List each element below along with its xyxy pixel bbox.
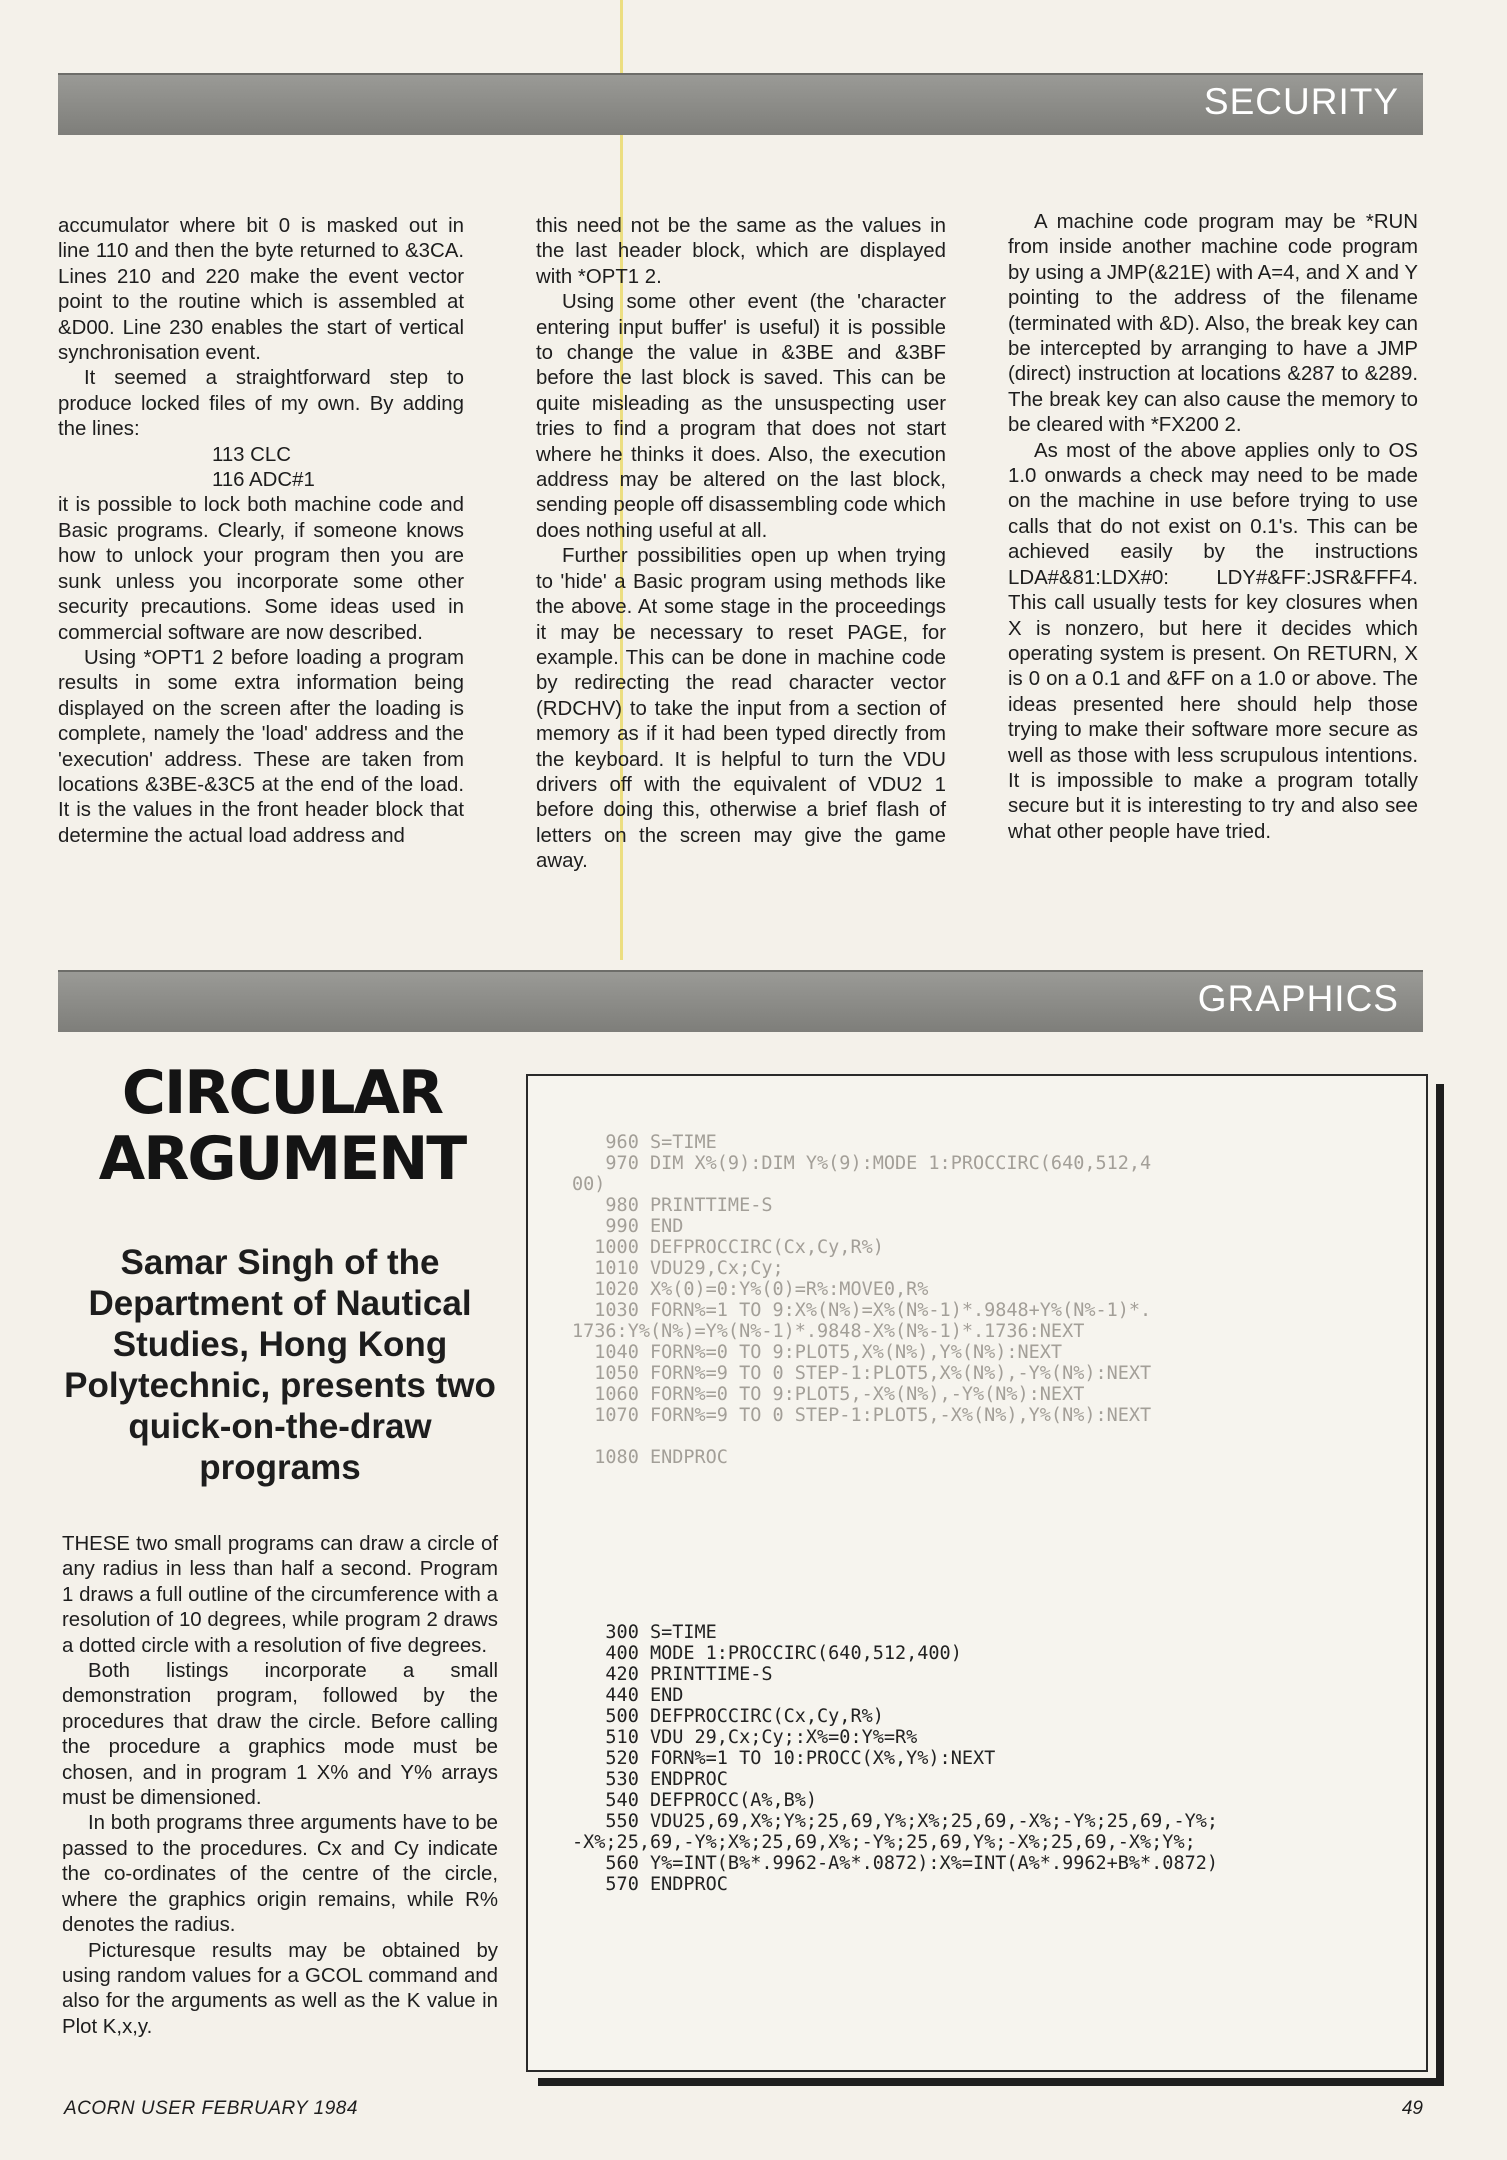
- code-line: -X%;25,69,-Y%;X%;25,69,X%;-Y%;25,69,Y%;-X%;25,69,-X%;Y%;: [572, 1832, 1196, 1853]
- page-number: 49: [1401, 2098, 1423, 2119]
- code-line: 530 ENDPROC: [572, 1769, 728, 1790]
- code-line: 113 CLC: [212, 443, 291, 466]
- article-subtitle: Samar Singh of the Department of Nautical Studies, Hong Kong Polytechnic, presents two quick-on-the-draw programs: [64, 1243, 496, 1487]
- code-line: 560 Y%=INT(B%*.9962-A%*.0872):X%=INT(A%*.9962+B%*.0872): [572, 1853, 1219, 1874]
- code-line: 500 DEFPROCCIRC(Cx,Cy,R%): [572, 1706, 884, 1727]
- code-line: 400 MODE 1:PROCCIRC(640,512,400): [572, 1643, 962, 1664]
- paragraph: In both programs three arguments have to be passed to the procedures. Cx and Cy indicate the co-ordinates of the centre of the circle, where the graphics origin remains, while R% denotes the radius.: [62, 1812, 498, 1937]
- code-line: 990 END: [572, 1216, 684, 1237]
- code-line: 980 PRINTTIME-S: [572, 1195, 773, 1216]
- code-line: 00): [572, 1174, 606, 1195]
- program-2-listing: [572, 1622, 1218, 1895]
- paragraph: It seemed a straightforward step to produce locked files of my own. By adding the lines:: [58, 367, 464, 441]
- listing-box: [526, 1074, 1428, 2072]
- security-column-2: [536, 214, 946, 875]
- paragraph: accumulator where bit 0 is masked out in line 110 and then the byte returned to &3CA. Lines 210 and 220 make the event vector point to the routine which is assembled at &D00. Line 230 enables the start of vertical synchronisation event.: [58, 215, 464, 365]
- paragraph: this need not be the same as the values in the last header block, which are displayed with *OPT1 2.: [536, 215, 946, 288]
- paragraph: A machine code program may be *RUN from inside another machine code program by using a JMP(&21E) with A=4, and X and Y pointing to the address of the filename (terminated with &D). Also, the break key can be intercepted by arranging to have a JMP (direct) instruction at locations &287 to &289. The break key can also cause the memory to be cleared with *FX200 2.: [1008, 211, 1418, 437]
- code-line: 420 PRINTTIME-S: [572, 1664, 773, 1685]
- code-line: 1050 FORN%=9 TO 0 STEP-1:PLOT5,X%(N%),-Y%(N%):NEXT: [572, 1363, 1152, 1384]
- code-line: 1010 VDU29,Cx;Cy;: [572, 1258, 784, 1279]
- security-column-3: [1008, 210, 1418, 845]
- code-line: 116 ADC#1: [212, 469, 315, 492]
- article-title: [62, 1060, 502, 1192]
- code-line: 1080 ENDPROC: [572, 1447, 728, 1468]
- program-1-listing: [572, 1132, 1151, 1468]
- security-section-label: SECURITY: [1203, 81, 1399, 122]
- paragraph: Using some other event (the 'character entering input buffer' is useful) it is possible to change the value in &3BE and &3BF before the last block is saved. This can be quite misleading as the unsuspecting user tries to find a program that does not start where he thinks it does. Also, the execution address may be altered on the last block, sending people off disassembling code which does nothing useful at all.: [536, 291, 946, 542]
- code-line: 1736:Y%(N%)=Y%(N%-1)*.9848-X%(N%-1)*.1736:NEXT: [572, 1321, 1085, 1342]
- graphics-body: [62, 1532, 498, 2040]
- title-line-2: ARGUMENT: [98, 1124, 466, 1194]
- code-line: 960 S=TIME: [572, 1132, 717, 1153]
- graphics-section-label: GRAPHICS: [1197, 978, 1399, 1019]
- code-line: 510 VDU 29,Cx;Cy;:X%=0:Y%=R%: [572, 1727, 918, 1748]
- security-banner: [58, 73, 1423, 135]
- security-column-1: [58, 214, 464, 849]
- paragraph: THESE two small programs can draw a circle of any radius in less than half a second. Program 1 draws a full outline of the circumference with a resolution of 10 degrees, while program 2 draws a dotted circle with a resolution of five degrees.: [62, 1533, 498, 1657]
- title-line-1: CIRCULAR: [121, 1058, 443, 1128]
- paragraph: As most of the above applies only to OS 1.0 onwards a check may need to be made on the machine in use before trying to use calls that do not exist on 0.1's. This can be achieved easily by the instructions LDA#&81:LDX#0: LDY#&FF:JSR&FFF4. This call usually tests for key closures when X is nonzero, but here it decides which operating system is present. On RETURN, X is 0 on a 0.1 and &FF on a 1.0 or above. The ideas presented here should help those trying to make their software more secure as well as those with less scrupulous intentions. It is impossible to make a program totally secure but it is interesting to try and also see what other people have tried.: [1008, 439, 1418, 843]
- code-line: 300 S=TIME: [572, 1622, 717, 1643]
- code-line: [572, 1426, 1151, 1447]
- code-line: 440 END: [572, 1685, 684, 1706]
- graphics-banner: [58, 970, 1423, 1032]
- code-line: 550 VDU25,69,X%;Y%;25,69,Y%;X%;25,69,-X%;-Y%;25,69,-Y%;: [572, 1811, 1219, 1832]
- code-line: 540 DEFPROCC(A%,B%): [572, 1790, 818, 1811]
- paragraph: Picturesque results may be obtained by using random values for a GCOL command and also for the arguments as well as the K value in Plot K,x,y.: [62, 1939, 498, 2038]
- footer-publication: ACORN USER FEBRUARY 1984: [64, 2098, 358, 2119]
- code-line: 1000 DEFPROCCIRC(Cx,Cy,R%): [572, 1237, 884, 1258]
- paragraph: Both listings incorporate a small demonstration program, followed by the procedures that draw the circle. Before calling the procedure a graphics mode must be chosen, and in program 1 X% and Y% arrays must be dimensioned.: [62, 1660, 498, 1810]
- code-line: 1040 FORN%=0 TO 9:PLOT5,X%(N%),Y%(N%):NEXT: [572, 1342, 1063, 1363]
- code-line: 520 FORN%=1 TO 10:PROCC(X%,Y%):NEXT: [572, 1748, 996, 1769]
- code-line: 1060 FORN%=0 TO 9:PLOT5,-X%(N%),-Y%(N%):NEXT: [572, 1384, 1085, 1405]
- paragraph: Using *OPT1 2 before loading a program results in some extra information being displayed on the screen after the loading is complete, namely the 'load' address and the 'execution' address. These are taken from locations &3BE-&3C5 at the end of the load. It is the values in the front header block that determine the actual load address and: [58, 646, 464, 847]
- code-line: 570 ENDPROC: [572, 1874, 728, 1895]
- paragraph: it is possible to lock both machine code and Basic programs. Clearly, if someone knows how to unlock your program then you are sunk unless you incorporate some other security precautions. Some ideas used in commercial software are now described.: [58, 494, 464, 644]
- code-line: 1020 X%(0)=0:Y%(0)=R%:MOVE0,R%: [572, 1279, 929, 1300]
- code-line: 970 DIM X%(9):DIM Y%(9):MODE 1:PROCCIRC(640,512,4: [572, 1153, 1152, 1174]
- code-line: 1070 FORN%=9 TO 0 STEP-1:PLOT5,-X%(N%),Y%(N%):NEXT: [572, 1405, 1152, 1426]
- paragraph: Further possibilities open up when trying to 'hide' a Basic program using methods like the above. At some stage in the proceedings it may be necessary to reset PAGE, for example. This can be done in machine code by redirecting the read character vector (RDCHV) to take the input from a section of memory as if it had been typed directly from the keyboard. It is helpful to turn the VDU drivers off with the equivalent of VDU2 1 before doing this, otherwise a brief flash of letters on the screen may give the game away.: [536, 545, 946, 873]
- code-line: 1030 FORN%=1 TO 9:X%(N%)=X%(N%-1)*.9848+Y%(N%-1)*.: [572, 1300, 1152, 1321]
